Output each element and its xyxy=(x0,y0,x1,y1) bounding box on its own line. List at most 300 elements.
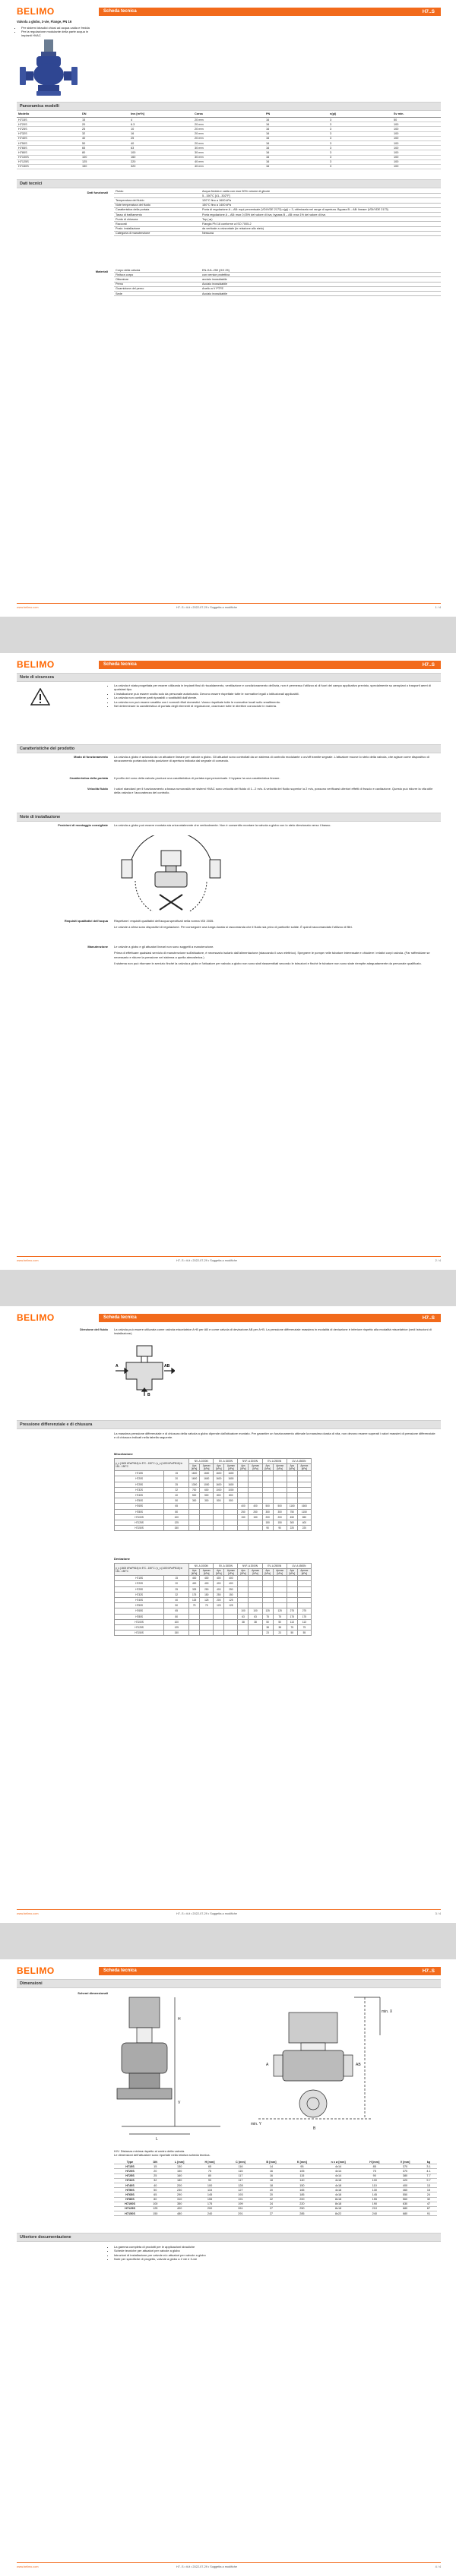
maintenance-paragraph: Prima di effettuare qualsiasi servizio di manutenzione sull'attuatore, è necessario isolarlo dall'alimentazione (staccando il cavo elettrico). Spegnere le pompe nelle tubature interessate e chiudere i relativi corpi valvola. (Far raffreddare se necessario e ridurre la pressione nel sistema a quella atmosferica.) xyxy=(114,951,430,959)
belimo-logo: BELIMO xyxy=(17,1312,55,1323)
grid-cell: 100 xyxy=(164,1619,189,1624)
table-cell: 16 xyxy=(264,131,328,136)
grid-cell xyxy=(273,1498,287,1504)
grid-cell xyxy=(214,1631,224,1636)
header-bar: Scheda tecnica H7..S xyxy=(99,1967,441,1975)
grid-cell: 300 xyxy=(262,1509,273,1514)
diverting-pressure-table xyxy=(114,1563,312,1636)
grid-cell: 80 xyxy=(164,1509,189,1514)
table-cell: 3 xyxy=(328,131,392,136)
grid-cell xyxy=(287,1482,297,1487)
table-cell: 20 mm xyxy=(193,136,264,140)
table-cell: 100 xyxy=(392,150,441,155)
grid-cell: H7125S xyxy=(115,1520,164,1525)
mix-label: Miscelazione xyxy=(114,1452,133,1456)
dims-note: Le dimensioni dell'attuatore sono riportate nella relativa scheda tecnica. xyxy=(114,2153,211,2158)
grid-cell: 800 xyxy=(214,1492,224,1498)
table-cell: 6.3 xyxy=(129,122,193,127)
table-cell: 4.1 xyxy=(420,2169,437,2174)
table-cell: H740S xyxy=(17,136,81,140)
spec-value: con vernice protettiva xyxy=(201,273,441,277)
grid-cell: H7100S xyxy=(115,1619,164,1624)
table-cell: 3 xyxy=(328,118,392,122)
grid-cell: 90 xyxy=(262,1526,273,1531)
grid-cell: 23 xyxy=(262,1631,273,1636)
subheader-dps: Δps [kPa] xyxy=(238,1569,249,1576)
grid-cell xyxy=(297,1581,311,1586)
col-header: B [mm] xyxy=(256,2160,287,2164)
header-bar: Scheda tecnica H7..S xyxy=(99,661,441,669)
grid-cell xyxy=(262,1487,273,1492)
table-cell: 20 xyxy=(256,2192,287,2197)
grid-cell xyxy=(287,1487,297,1492)
grid-cell xyxy=(273,1603,287,1608)
flow-label-a: A xyxy=(116,1364,119,1368)
subheader-dps: Δps [kPa] xyxy=(189,1569,200,1576)
grid-cell xyxy=(287,1603,297,1608)
actuator-header: NV..A 1000N xyxy=(189,1459,214,1464)
grid-cell: 400 xyxy=(224,1581,238,1586)
belimo-logo: BELIMO xyxy=(17,6,55,17)
mount-text: La valvola a globo può essere montata sia orizzontalmente che verticalmente. Non è consentito montare la valvola a globo con lo stelo direzionato verso il basso. xyxy=(114,823,331,827)
grid-row xyxy=(115,1603,312,1608)
table-cell: 3 xyxy=(328,146,392,150)
grid-row xyxy=(115,1624,312,1630)
table-cell: H732S xyxy=(17,131,81,136)
subheader-dps: Δps [kPa] xyxy=(262,1569,273,1576)
grid-cell: 1600 xyxy=(200,1471,214,1476)
grid-cell: 1000 xyxy=(224,1487,238,1492)
subheader-dps: Δps [kPa] xyxy=(214,1569,224,1576)
table-cell: H750S xyxy=(17,140,81,145)
grid-cell: 400 xyxy=(214,1576,224,1581)
grid-cell: 175 xyxy=(189,1592,200,1597)
table-cell: 100 xyxy=(392,131,441,136)
grid-cell: 400 xyxy=(214,1581,224,1586)
table-cell: 210 xyxy=(359,2206,390,2211)
grid-cell xyxy=(249,1526,262,1531)
table-cell: 4x14 xyxy=(318,2164,359,2169)
spec-key: Caratteristica della portata xyxy=(114,207,201,212)
grid-row xyxy=(115,1592,312,1597)
grid-header-cell: p_s (1600 kPa/PN16) in 5°C...150°C / p_s (1400 kPa/PN16) in 151...150°C xyxy=(115,1564,189,1576)
grid-cell xyxy=(287,1586,297,1592)
spec-value: Acciaio inossidabile xyxy=(201,291,441,295)
grid-row xyxy=(115,1509,312,1514)
table-cell: H7100S xyxy=(114,2202,146,2206)
grid-cell xyxy=(262,1476,273,1482)
grid-cell: 23 xyxy=(273,1631,287,1636)
table-cell: 3 xyxy=(328,155,392,159)
grid-cell xyxy=(249,1471,262,1476)
page-4 xyxy=(0,1959,456,2576)
grid-cell xyxy=(200,1509,214,1514)
table-cell: 90 xyxy=(359,2174,390,2178)
grid-cell: 1000 xyxy=(214,1487,224,1492)
table-cell: 32 xyxy=(146,2178,165,2183)
grid-cell: 1600 xyxy=(214,1476,224,1482)
actuator-header: EV..A 2500N xyxy=(262,1459,287,1464)
page-1 xyxy=(0,0,456,617)
dim-label-min-y: min. Y xyxy=(251,2122,262,2126)
grid-cell xyxy=(200,1520,214,1525)
table-cell: 16 xyxy=(264,146,328,150)
table-cell: H725S xyxy=(17,127,81,131)
header-model: H7..S xyxy=(422,8,435,14)
col-header: L [mm] xyxy=(165,2160,195,2164)
table-cell: 30 mm xyxy=(193,146,264,150)
feature-text: Il profilo del cono della valvola produce una caratteristica di portata equi-percentuale. Il bypass ha una caratteristica lineare. xyxy=(114,776,280,780)
docs-section-header: Ulteriore documentazione xyxy=(17,2233,441,2242)
grid-cell xyxy=(249,1631,262,1636)
grid-cell xyxy=(238,1581,249,1586)
table-cell: 50 xyxy=(81,140,129,145)
grid-cell xyxy=(238,1592,249,1597)
safety-bullets xyxy=(108,683,441,708)
table-cell: 20 mm xyxy=(193,127,264,131)
table-cell: 16 xyxy=(264,155,328,159)
grid-cell: H750S xyxy=(115,1498,164,1504)
table-cell: 240 xyxy=(359,2211,390,2216)
dim-label-l: L xyxy=(156,2137,158,2142)
table-cell: 65 xyxy=(195,2164,225,2169)
grid-cell xyxy=(214,1504,224,1509)
table-cell: H720S xyxy=(114,2169,146,2174)
grid-cell: 15 xyxy=(164,1471,189,1476)
grid-cell xyxy=(297,1471,311,1476)
grid-header-row xyxy=(115,1564,312,1569)
grid-cell: 50 xyxy=(262,1619,273,1624)
table-cell: 50 xyxy=(146,2188,165,2192)
table-cell: 47 xyxy=(420,2202,437,2206)
flow-label-b: B xyxy=(147,1393,150,1397)
spec-key: Posiz. installazione xyxy=(114,226,201,231)
grid-cell: H750S xyxy=(115,1603,164,1608)
grid-row xyxy=(115,1492,312,1498)
col-header: H [mm] xyxy=(195,2160,225,2164)
grid-cell: 300 xyxy=(273,1509,287,1514)
table-cell: 3 xyxy=(328,140,392,145)
table-cell: 40 mm xyxy=(193,164,264,169)
grid-cell xyxy=(200,1631,214,1636)
grid-cell xyxy=(249,1492,262,1498)
table-cell: 150 xyxy=(146,2211,165,2216)
grid-cell xyxy=(262,1592,273,1597)
spec-value: 150°C fino a 1400 kPa xyxy=(201,203,441,207)
grid-cell xyxy=(273,1576,287,1581)
table-cell: 20 mm xyxy=(193,140,264,145)
doc-bullet: • Istruzioni di installazione per valvole e/o attuatori per valvole a globo xyxy=(114,2253,441,2257)
grid-row xyxy=(115,1482,312,1487)
subheader-dpmax: Δpmax [kPa] xyxy=(200,1569,214,1576)
grid-cell: 38 xyxy=(262,1624,273,1630)
grid-cell: H720S xyxy=(115,1581,164,1586)
grid-cell: 650 xyxy=(297,1514,311,1520)
table-cell: 65 xyxy=(146,2192,165,2197)
table-cell: 4x14 xyxy=(318,2174,359,2178)
table-cell: 80 xyxy=(146,2197,165,2202)
spec-value: Acqua fredda e calda con max 50% volume di glicole xyxy=(201,189,441,194)
grid-cell: H7100S xyxy=(115,1514,164,1520)
grid-cell: 63 xyxy=(238,1614,249,1619)
table-cell: 91 xyxy=(420,2211,437,2216)
table-cell: 130 xyxy=(359,2188,390,2192)
grid-cell xyxy=(249,1586,262,1592)
grid-cell: 275 xyxy=(297,1608,311,1614)
table-cell: 155 xyxy=(195,2197,225,2202)
grid-cell: 1600 xyxy=(224,1471,238,1476)
grid-cell: 500 xyxy=(224,1498,238,1504)
table-cell: 199 xyxy=(225,2202,255,2206)
table-cell: 115 xyxy=(287,2174,317,2178)
table-cell: 100 xyxy=(146,2202,165,2206)
table-cell: H7125S xyxy=(114,2206,146,2211)
maintenance-paragraph: Le valvole a globo e gli attuatori lineari non sono soggetti a manutenzione. xyxy=(114,945,214,949)
table-cell: 25 xyxy=(129,136,193,140)
table-cell: 20 mm xyxy=(193,131,264,136)
grid-cell xyxy=(287,1581,297,1586)
table-cell: 105 xyxy=(287,2169,317,2174)
actuator-header: EV..A 2500N xyxy=(262,1564,287,1569)
grid-cell xyxy=(262,1498,273,1504)
subheader-dps: Δps [kPa] xyxy=(214,1464,224,1471)
grid-cell: 40 xyxy=(164,1597,189,1602)
grid-cell: 150 xyxy=(249,1514,262,1520)
feature-label: Modo di funzionamento xyxy=(74,755,108,759)
grid-cell: 500 xyxy=(189,1492,200,1498)
safety-section-header: Note di sicurezza xyxy=(17,673,441,682)
table-cell: 680 xyxy=(390,2211,420,2216)
table-cell: 100 xyxy=(392,159,441,164)
grid-cell: 38 xyxy=(238,1619,249,1624)
table-cell: 4x14 xyxy=(318,2169,359,2174)
grid-cell: 1600 xyxy=(224,1482,238,1487)
grid-cell: 1600 xyxy=(214,1471,224,1476)
div-label: Deviazione xyxy=(114,1557,130,1561)
table-cell: 155 xyxy=(359,2197,390,2202)
actuator-header: SV..A 1500N xyxy=(214,1564,238,1569)
grid-cell xyxy=(262,1603,273,1608)
col-header: n(gl) xyxy=(328,111,392,118)
grid-cell: 125 xyxy=(200,1597,214,1602)
grid-cell: 400 xyxy=(214,1586,224,1592)
spec-key: Tasso di trafilamento xyxy=(114,212,201,216)
dim-label-v: V xyxy=(178,2101,181,2105)
grid-cell: 250 xyxy=(224,1586,238,1592)
grid-cell xyxy=(287,1576,297,1581)
table-cell: 75 xyxy=(195,2169,225,2174)
dims-notes xyxy=(114,2149,437,2158)
grid-cell: H725S xyxy=(115,1482,164,1487)
table-cell: 220 xyxy=(287,2202,317,2206)
table-cell: 25 xyxy=(146,2174,165,2178)
grid-cell: 75 xyxy=(262,1614,273,1619)
grid-cell: 65 xyxy=(164,1504,189,1509)
dims-section-header: Dimensioni xyxy=(17,1979,441,1988)
grid-cell: 400 xyxy=(200,1576,214,1581)
grid-cell: 150 xyxy=(262,1520,273,1525)
col-header: PN xyxy=(264,111,328,118)
grid-cell xyxy=(189,1526,200,1531)
grid-cell: 750 xyxy=(287,1509,297,1514)
table-cell: 16 xyxy=(264,140,328,145)
install-section-header: Note di installazione xyxy=(17,813,441,822)
table-row xyxy=(114,2211,437,2216)
spec-value: Acciaio inossidabile xyxy=(201,282,441,286)
spec-value: Flangia PN 16 conforme a ISO 7005-2 xyxy=(201,222,441,226)
grid-cell xyxy=(287,1492,297,1498)
grid-cell: H732S xyxy=(115,1592,164,1597)
table-cell: 3 xyxy=(328,159,392,164)
table-cell: 128 xyxy=(225,2183,255,2187)
table-cell: H715S xyxy=(17,118,81,122)
grid-cell: 75 xyxy=(189,1603,200,1608)
col-header: Modello xyxy=(17,111,81,118)
table-cell: 20 mm xyxy=(193,122,264,127)
grid-cell: 32 xyxy=(164,1487,189,1492)
grid-cell xyxy=(287,1498,297,1504)
maintenance-label: Manutenzione xyxy=(87,945,108,949)
grid-cell: 1600 xyxy=(224,1476,238,1482)
table-cell: 350 xyxy=(165,2202,195,2206)
actuator-header: UV..A 4500N xyxy=(287,1459,311,1464)
table-cell: 630 xyxy=(390,2202,420,2206)
feature-label: Caratteristica della portata xyxy=(69,776,108,780)
grid-cell xyxy=(238,1597,249,1602)
grid-cell: 250 xyxy=(200,1586,214,1592)
grid-cell: 175 xyxy=(287,1614,297,1619)
grid-cell: 500 xyxy=(262,1504,273,1509)
grid-cell: 200 xyxy=(214,1597,224,1602)
grid-cell: 450 xyxy=(287,1514,297,1520)
spec-key: Punto di chiusura xyxy=(114,217,201,222)
grid-cell: 38 xyxy=(249,1619,262,1624)
grid-cell: 55 xyxy=(297,1631,311,1636)
grid-cell: 50 xyxy=(273,1619,287,1624)
pressure-text: La massima pressione differenziale e di chiusura della valvola a globo dipende dall'attuatore montato. Per garantire un funzionamento ottimale la massima durata di vita, non devono essere superati i valori massimi di pressione differenziale e di chiusura indicati nella tabella seguente. xyxy=(114,1432,435,1440)
grid-cell xyxy=(238,1526,249,1531)
mount-label: Posizioni di montaggio consigliate xyxy=(58,823,108,827)
table-cell: 110 xyxy=(359,2183,390,2187)
safety-bullet: • Nel determinare la caratteristica di portata degli elementi di regolazione, osservare tutte le direttive conosciute in materia. xyxy=(114,704,441,708)
grid-cell xyxy=(238,1631,249,1636)
table-cell: 80 xyxy=(195,2174,225,2178)
grid-cell: 150 xyxy=(200,1592,214,1597)
grid-cell: 500 xyxy=(273,1504,287,1509)
grid-cell: H780S xyxy=(115,1614,164,1619)
grid-cell xyxy=(214,1619,224,1624)
table-cell: 14 xyxy=(256,2164,287,2169)
table-cell: 27 xyxy=(256,2206,287,2211)
grid-cell: 65 xyxy=(164,1608,189,1614)
grid-cell: 125 xyxy=(224,1603,238,1608)
table-cell: 100 xyxy=(392,140,441,145)
grid-cell xyxy=(249,1581,262,1586)
grid-cell xyxy=(262,1482,273,1487)
grid-cell xyxy=(287,1597,297,1602)
grid-cell xyxy=(238,1492,249,1498)
table-cell: 140 xyxy=(287,2178,317,2183)
grid-cell: 25 xyxy=(164,1586,189,1592)
grid-cell xyxy=(224,1504,238,1509)
mixing-pressure-table xyxy=(114,1458,312,1531)
table-cell: 15 xyxy=(81,118,129,122)
grid-cell: 600 xyxy=(200,1487,214,1492)
table-cell: 4x18 xyxy=(318,2188,359,2192)
table-cell: 160 xyxy=(165,2174,195,2178)
grid-cell: 220 xyxy=(297,1526,311,1531)
grid-cell: 55 xyxy=(287,1631,297,1636)
grid-cell: 500 xyxy=(200,1492,214,1498)
footer: www.belimo.com H7..S • it-it • 2022-07-29 • Soggetta a modifiche 2 / 4 xyxy=(17,1256,441,1264)
grid-cell xyxy=(287,1592,297,1597)
table-cell: 100 xyxy=(81,155,129,159)
footer: www.belimo.com H7..S • it-it • 2022-07-29 • Soggetta a modifiche 1 / 4 xyxy=(17,603,441,611)
table-cell: 100 xyxy=(392,155,441,159)
grid-cell: 1000 xyxy=(200,1482,214,1487)
dimension-drawing xyxy=(114,1990,433,2142)
table-cell: 145 xyxy=(359,2192,390,2197)
grid-cell: H715S xyxy=(115,1471,164,1476)
grid-cell xyxy=(189,1514,200,1520)
page-3 xyxy=(0,1306,456,1923)
grid-cell xyxy=(200,1526,214,1531)
table-cell: 20 xyxy=(256,2188,287,2192)
grid-cell xyxy=(214,1520,224,1525)
table-cell: 400 xyxy=(165,2206,195,2211)
table-cell: 3 xyxy=(328,122,392,127)
func-table xyxy=(114,189,441,236)
subheader-dpmax: Δpmax [kPa] xyxy=(249,1569,262,1576)
mat-table xyxy=(114,268,441,296)
feature-label: Velocità fluido xyxy=(87,787,108,791)
dim-label-ab: AB xyxy=(356,2063,361,2067)
grid-cell xyxy=(189,1520,200,1525)
table-cell: 75 xyxy=(359,2169,390,2174)
table-cell: 100 xyxy=(392,127,441,131)
col-header: Type xyxy=(114,2160,146,2164)
product-title: Valvola a globo, 3-vie, Flange, PN 16 xyxy=(17,20,72,24)
grid-cell xyxy=(189,1504,200,1509)
grid-cell xyxy=(262,1492,273,1498)
table-cell: 230 xyxy=(165,2188,195,2192)
grid-cell xyxy=(200,1504,214,1509)
grid-cell: H7125S xyxy=(115,1624,164,1630)
table-cell: 16 xyxy=(264,118,328,122)
grid-cell: 220 xyxy=(287,1526,297,1531)
table-cell: 130 xyxy=(165,2164,195,2169)
table-cell: 127 xyxy=(225,2188,255,2192)
table-cell: 3.1 xyxy=(420,2164,437,2169)
table-cell: 380 xyxy=(390,2174,420,2178)
table-cell: H765S xyxy=(17,146,81,150)
tech-section-header: Dati tecnici xyxy=(17,179,441,188)
table-cell: 27 xyxy=(256,2211,287,2216)
grid-cell: 75 xyxy=(297,1624,311,1630)
subheader-dps: Δps [kPa] xyxy=(287,1464,297,1471)
table-cell: 125 xyxy=(81,159,129,164)
grid-cell xyxy=(189,1631,200,1636)
grid-cell xyxy=(224,1619,238,1624)
grid-cell xyxy=(214,1526,224,1531)
grid-row xyxy=(115,1476,312,1482)
mat-group-label: Materiali xyxy=(95,270,108,273)
table-cell: 100 xyxy=(129,150,193,155)
safety-bullet: • La valvola non può essere smaltita con i normali rifiuti domestici. Vanno rispettate tutte le normative locali sullo smaltimento. xyxy=(114,700,441,704)
grid-cell xyxy=(238,1487,249,1492)
grid-cell: H765S xyxy=(115,1504,164,1509)
grid-row xyxy=(115,1631,312,1636)
